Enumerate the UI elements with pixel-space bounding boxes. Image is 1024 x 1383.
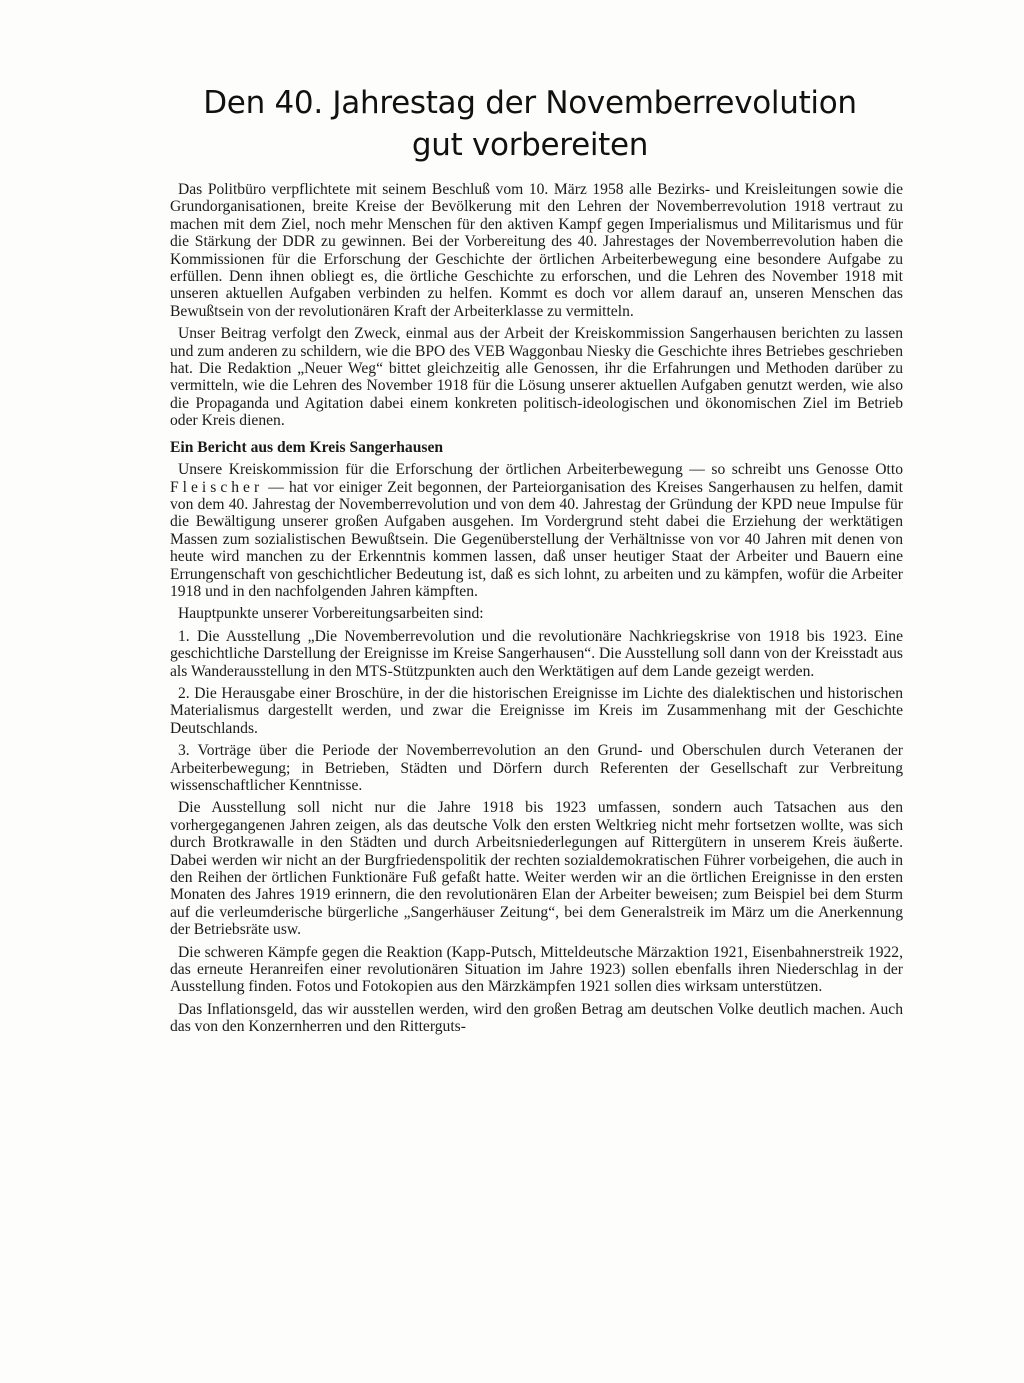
report-paragraph-1 — [170, 461, 903, 600]
article-body — [170, 181, 903, 1041]
author-name: Fleischer — [170, 478, 264, 496]
article-title-line-2: gut vorbereiten — [411, 127, 649, 163]
intro-paragraph-1: Das Politbüro verpflichtete mit seinem Beschluß vom 10. März 1958 alle Bezirks- und Kreisleitungen sowie die Grundorganisationen, breite Kreise der Bevölkerung mit den Lehren der Novemberrevolution 1918 vertraut zu machen mit dem Ziel, noch mehr Menschen für den aktiven Kampf gegen Imperialismus und Militarismus und für die Stärkung der DDR zu gewinnen. Bei der Vorbereitung des 40. Jahrestages der Novemberrevolution haben die Kommissionen für die Erforschung der Geschichte der örtlichen Arbeiterbewegung eine besondere Aufgabe zu erfüllen. Denn ihnen obliegt es, die örtliche Geschichte zu erforschen, und die Lehren des November 1918 mit unseren aktuellen Aufgaben verbinden zu helfen. Kommt es doch vor allem darauf an, unseren Menschen das Bewußtsein von der revolutionären Kraft der Arbeiterklasse zu vermitteln. — [170, 181, 903, 320]
report-paragraph-3: Die Ausstellung soll nicht nur die Jahre 1918 bis 1923 umfassen, sondern auch Tatsachen aus den vorhergegangenen Jahren zeigen, als das deutsche Volk den ersten Weltkrieg nicht mehr fortsetzen wollte, was sich durch Brotkrawalle in den Städten und durch Arbeitsniederlegungen auf Rittergütern in unserem Kreis äußerte. Dabei werden wir nicht an der Burgfriedenspolitik der rechten sozialdemokratischen Führer vorbeigehen, die auch in den Reihen der örtlichen Funktionäre Fuß gefaßt hatte. Weiter werden wir an die örtlichen Ereignisse in den ersten Monaten des Jahres 1919 erinnern, die den revolutionären Elan der Arbeiter beweisen; zum Beispiel bei dem Sturm auf die verleumderische bürgerliche „Sangerhäuser Zeitung“, bei dem Generalstreik im März um die Anerkennung der Betriebsräte usw. — [170, 799, 903, 939]
list-item-3: 3. Vorträge über die Periode der Novemberrevolution an den Grund- und Oberschulen durch Veteranen der Arbeiterbewegung; in Betrieben, Städten und Dörfern durch Referenten der Gesellschaft zur Verbreitung wissenschaftlicher Kenntnisse. — [170, 742, 903, 794]
report-paragraph-5: Das Inflationsgeld, das wir ausstellen werden, wird den großen Betrag am deutschen Volke deutlich machen. Auch das von den Konzernherren und den Ritterguts- — [170, 1000, 903, 1036]
list-item-1: 1. Die Ausstellung „Die Novemberrevolution und die revolutionäre Nachkriegskrise von 1918 bis 1923. Eine geschichtliche Darstellung der Ereignisse im Kreise Sangerhausen“. Die Ausstellung soll dann von der Kreisstadt aus als Wanderausstellung in den MTS-Stützpunkten auch den Werktätigen auf dem Lande gezeigt werden. — [170, 627, 903, 680]
report-paragraph-4: Die schweren Kämpfe gegen die Reaktion (Kapp-Putsch, Mitteldeutsche Märzaktion 1921, Eisenbahnerstreik 1922, das erneute Heranreifen einer revolutionären Situation im Jahre 1923) sollen ebenfalls ihren Niederschlag in der Ausstellung finden. Fotos und Fotokopien aus den Märzkämpfen 1921 sollen dies wirksam unterstützen. — [170, 943, 903, 996]
list-item-2: 2. Die Herausgabe einer Broschüre, in der die historischen Ereignisse im Lichte des dialektischen und historischen Materialismus dargestellt werden, und zwar die Ereignisse im Kreis im Zusammenhang mit der Geschichte Deutschlands. — [170, 684, 903, 737]
article-title — [140, 82, 920, 166]
section-heading: Ein Bericht aus dem Kreis Sangerhausen — [170, 438, 444, 456]
intro-paragraph-2: Unser Beitrag verfolgt den Zweck, einmal aus der Arbeit der Kreiskommission Sangerhausen berichten zu lassen und zum anderen zu schildern, wie die BPO des VEB Waggonbau Niesky die Geschichte ihres Betriebes geschrieben hat. Die Redaktion „Neuer Weg“ bittet gleichzeitig alle Genossen, ihr die Erfahrungen und Methoden darüber zu vermitteln, wie die Lehren des November 1918 für die Lösung unserer aktuellen Aufgaben genutzt werden, wie also die Propaganda und Agitation dabei einem konkreten politisch-ideologischen und ökonomischen Ziel im Betrieb oder Kreis dienen. — [170, 325, 903, 430]
report-paragraph-1-start: Unsere Kreiskommission für die Erforschung der örtlichen Arbeiterbewegung — so schreibt uns Genosse Otto — [178, 461, 903, 479]
article-title-line-1: Den 40. Jahrestag der Novemberrevolution — [203, 85, 857, 121]
report-paragraph-1-end: — hat vor einiger Zeit begonnen, der Parteiorganisation des Kreises Sangerhausen zu helfen, damit von dem 40. Jahrestag der Novemberrevolution und von dem 40. Jahrestag der Gründung der KPD neue Impulse für die Bewältigung unserer großen Aufgaben ausgehen. Im Vordergrund steht dabei die Erziehung der werktätigen Massen zum sozialistischen Bewußtsein. Die Gegenüberstellung der Verhältnisse von vor 40 Jahren mit denen von heute wird manchen zu der Erkenntnis kommen lassen, daß unser heutiger Staat der Arbeiter und Bauern eine Errungenschaft von geschichtlicher Bedeutung ist, daß es sich lohnt, zu arbeiten und zu kämpfen, wofür die Arbeiter 1918 und in den nachfolgenden Jahren kämpften. — [170, 478, 904, 600]
report-paragraph-2: Hauptpunkte unserer Vorbereitungsarbeiten sind: — [178, 605, 484, 623]
